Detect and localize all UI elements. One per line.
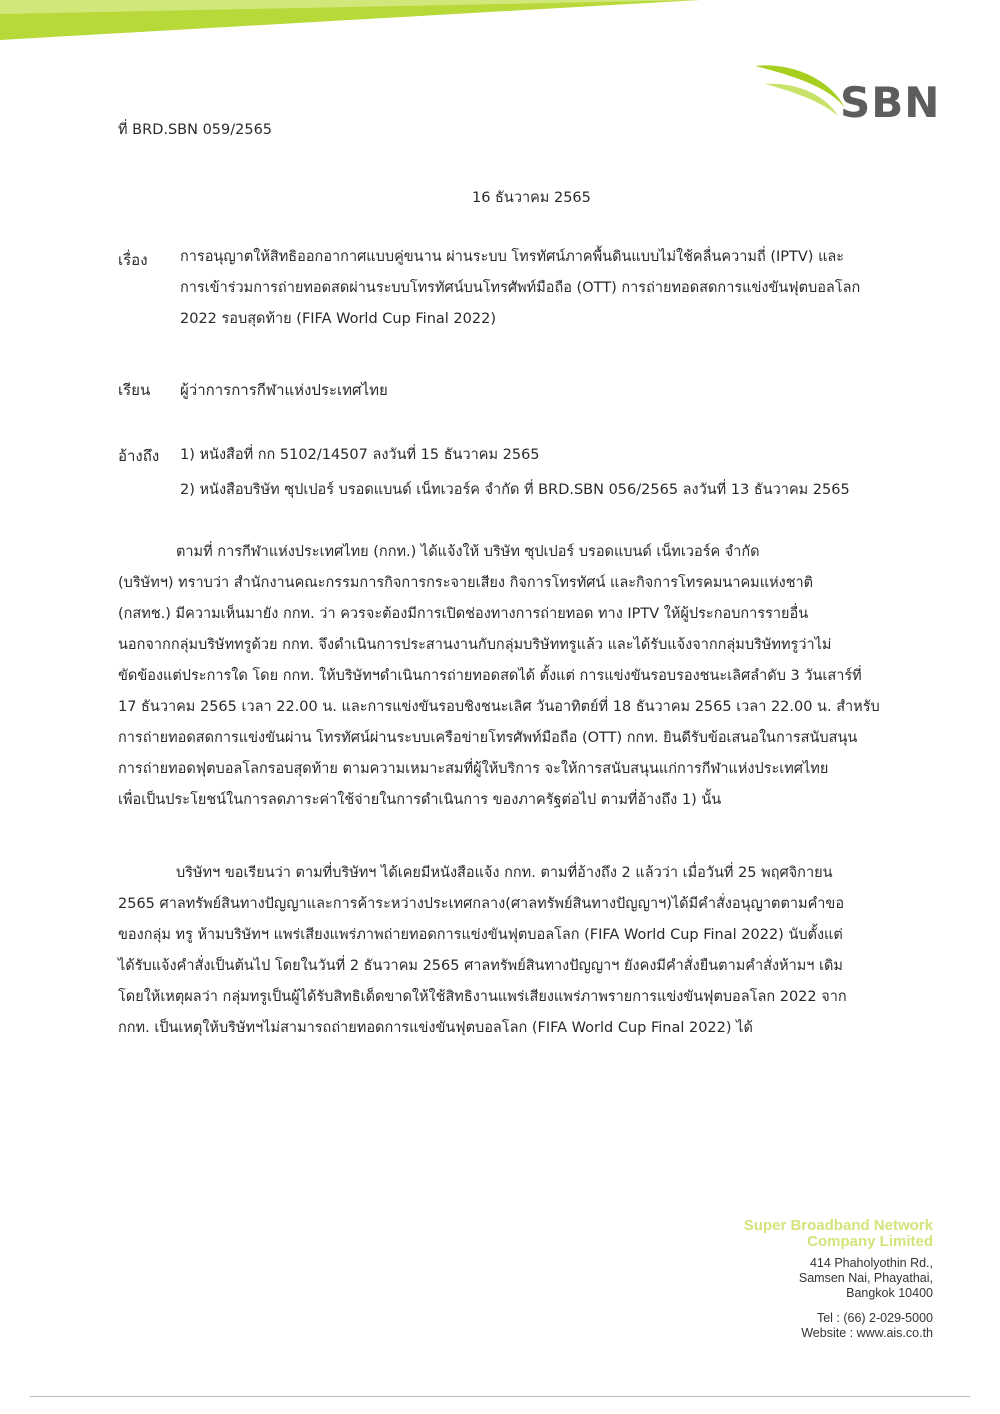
paragraph-line: ของกลุ่ม ทรู ห้ามบริษัทฯ แพร่เสียงแพร่ภาพถ่ายทอดการแข่งขันฟุตบอลโลก (FIFA World Cup Final 2022) นับตั้งแต่: [118, 927, 843, 943]
paragraph-line: ขัดข้องแต่ประการใด โดย กกท. ให้บริษัทฯดำเนินการถ่ายทอดสดได้ ตั้งแต่ การแข่งขันรอบรองชนะเลิศลำดับ 3 วันเสาร์ที่: [118, 668, 862, 684]
paragraph-line: 17 ธันวาคม 2565 เวลา 22.00 น. และการแข่งขันรอบชิงชนะเลิศ วันอาทิตย์ที่ 18 ธันวาคม 2565 เวลา 22.00 น. สำหรับ: [118, 699, 880, 715]
footer-address-line: Samsen Nai, Phayathai,: [798, 1271, 933, 1285]
paragraph-line: (บริษัทฯ) ทราบว่า สำนักงานคณะกรรมการกิจการกระจายเสียง กิจการโทรทัศน์ และกิจการโทรคมนาคมแห่งชาติ: [118, 575, 814, 591]
subject-line: การเข้าร่วมการถ่ายทอดสดผ่านระบบโทรทัศน์บนโทรศัพท์มือถือ (OTT) การถ่ายทอดสดการแข่งขันฟุตบอลโลก: [180, 280, 861, 296]
paragraph-line: เพื่อเป็นประโยชน์ในการลดภาระค่าใช้จ่ายในการดำเนินการ ของภาครัฐต่อไป ตามที่อ้างถึง 1) นั้น: [118, 792, 722, 808]
to-label: เรียน: [118, 381, 151, 399]
paragraph-line: (กสทช.) มีความเห็นมายัง กกท. ว่า ควรจะต้องมีการเปิดช่องทางการถ่ายทอด ทาง IPTV ให้ผู้ประกอบการรายอื่น: [118, 606, 809, 622]
reference-label: อ้างถึง: [118, 447, 160, 465]
reference-item: 1) หนังสือที่ กก 5102/14507 ลงวันที่ 15 ธันวาคม 2565: [180, 447, 540, 463]
ref-number: ที่ BRD.SBN 059/2565: [118, 122, 273, 138]
subject-line: 2022 รอบสุดท้าย (FIFA World Cup Final 2022): [180, 311, 496, 327]
subject-line: การอนุญาตให้สิทธิออกอากาศแบบคู่ขนาน ผ่านระบบ โทรทัศน์ภาคพื้นดินแบบไม่ใช้คลื่นความถี่ (IPTV) และ: [180, 249, 845, 265]
paragraph-line: การถ่ายทอดฟุตบอลโลกรอบสุดท้าย ตามความเหมาะสมที่ผู้ให้บริการ จะให้การสนับสนุนแก่การกีฬาแห่งประเทศไทย: [118, 761, 829, 777]
paragraph-line: บริษัทฯ ขอเรียนว่า ตามที่บริษัทฯ ได้เคยมีหนังสือแจ้ง กกท. ตามที่อ้างถึง 2 แล้วว่า เมื่อวันที่ 25 พฤศจิกายน: [176, 865, 833, 881]
footer-website: Website : www.ais.co.th: [801, 1326, 933, 1340]
paragraph-line: โดยให้เหตุผลว่า กลุ่มทรูเป็นผู้ได้รับสิทธิเด็ดขาดให้ใช้สิทธิงานแพร่เสียงแพร่ภาพรายการแข่งขันฟุตบอลโลก 2022 จาก: [118, 989, 847, 1005]
paragraph-line: ได้รับแจ้งคำสั่งเป็นต้นไป โดยในวันที่ 2 ธันวาคม 2565 ศาลทรัพย์สินทางปัญญาฯ ยังคงมีคำสั่งยืนตามคำสั่งห้ามฯ เดิม: [118, 958, 843, 974]
subject-label: เรื่อง: [118, 251, 148, 269]
header-swoosh: [0, 0, 1000, 40]
subject-block: [180, 242, 860, 335]
footer-company: [744, 1218, 933, 1250]
reference-item: 2) หนังสือบริษัท ซุปเปอร์ บรอดแบนด์ เน็ทเวอร์ค จำกัด ที่ BRD.SBN 056/2565 ลงวันที่ 13 ธันวาคม 2565: [180, 482, 850, 498]
footer-company-line: Super Broadband Network: [743, 1217, 933, 1234]
sbn-logo: [750, 58, 950, 128]
footer-company-line: Company Limited: [807, 1233, 933, 1250]
footer-address: [799, 1256, 933, 1341]
paragraph-line: นอกจากกลุ่มบริษัททรูด้วย กกท. จึงดำเนินการประสานงานกับกลุ่มบริษัททรูแล้ว และได้รับแจ้งจากกลุ่มบริษัททรูว่าไม่: [118, 637, 832, 653]
letter-date: 16 ธันวาคม 2565: [472, 190, 591, 206]
to-text: ผู้ว่าการการกีฬาแห่งประเทศไทย: [180, 381, 388, 399]
paragraph-line: การถ่ายทอดสดการแข่งขันผ่าน โทรทัศน์ผ่านระบบเครือข่ายโทรศัพท์มือถือ (OTT) กกท. ยินดีรับข้อเสนอในการสนับสนุน: [118, 730, 858, 746]
paragraph-line: ตามที่ การกีฬาแห่งประเทศไทย (กกท.) ได้แจ้งให้ บริษัท ซุปเปอร์ บรอดแบนด์ เน็ทเวอร์ค จำกัด: [176, 544, 760, 560]
footer-tel: Tel : (66) 2-029-5000: [816, 1311, 933, 1325]
reference-list: [180, 438, 850, 508]
page-bottom-divider: [30, 1396, 970, 1397]
logo-text: SBN: [840, 78, 941, 127]
footer-address-line: Bangkok 10400: [846, 1286, 933, 1300]
paragraph-line: 2565 ศาลทรัพย์สินทางปัญญาและการค้าระหว่างประเทศกลาง(ศาลทรัพย์สินทางปัญญาฯ)ได้มีคำสั่งอนุญาตตามคำขอ: [118, 896, 845, 912]
footer-address-line: 414 Phaholyothin Rd.,: [809, 1256, 933, 1270]
paragraph-1: [118, 537, 880, 816]
paragraph-line: กกท. เป็นเหตุให้บริษัทฯไม่สามารถถ่ายทอดการแข่งขันฟุตบอลโลก (FIFA World Cup Final 2022) ได้: [118, 1020, 753, 1036]
paragraph-2: [118, 858, 847, 1044]
